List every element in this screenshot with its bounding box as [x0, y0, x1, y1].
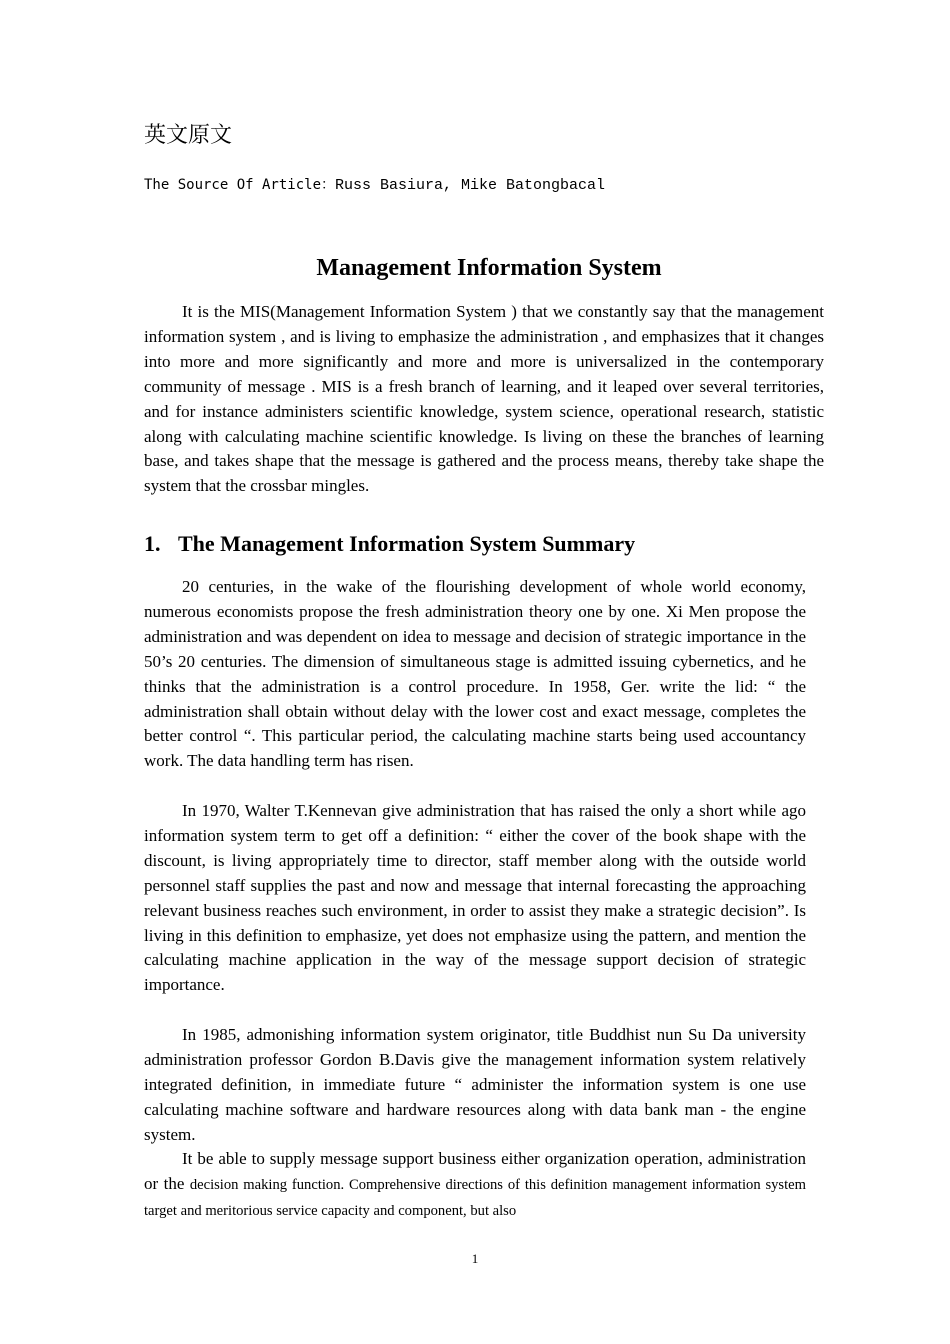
section-heading — [144, 531, 635, 557]
section-paragraph-2: In 1970, Walter T.Kennevan give administration that has raised the only a short while ago information system term to get off a definition: “ either the cover of the book shape with the discount, is living appropriately time to director, staff member along with the outside world personnel staff supplies the past and now and message that internal forecasting the approaching relevant business reaches such environment, in order to assist they make a strategic decision”. Is living in this definition to emphasize, yet does not emphasize using the pattern, and mention the calculating machine application in the way of the message support decision of strategic importance. — [144, 801, 806, 995]
page-number: 1 — [471, 1251, 479, 1266]
section-title: The Management Information System Summary — [178, 531, 636, 556]
source-label: The Source Of Article： — [144, 177, 336, 193]
section-number: 1. — [144, 531, 161, 556]
section-paragraph-1: 20 centuries, in the wake of the flourishing development of whole world economy, numerous economists propose the fresh administration theory one by one. Xi Men propose the administration and was dependent on idea to message and decision of strategic importance in the 50’s 20 centuries. The dimension of simultaneous stage is admitted issuing cybernetics, and he thinks that the administration is a control procedure. In 1958, Ger. write the lid: “ the administration shall obtain without delay with the lower cost and exact message, completes the better control “. This particular period, the calculating machine starts being used accountancy work. The data handling term has risen. — [144, 577, 806, 771]
intro-paragraph: It is the MIS(Management Information System ) that we constantly say that the management information system , and is living to emphasize the administration , and emphasizes that it changes into more and more significantly and more and more is universalized in the contemporary community of message . MIS is a fresh branch of learning, and it leaped over several territories, and for instance administers scientific knowledge, system science, operational research, statistic along with calculating machine scientific knowledge. Is living on these the branches of learning base, and takes shape that the message is gathered and the process means, thereby take shape the system that the crossbar mingles. — [144, 302, 824, 496]
paragraph-4-start: It be able to supply message support business either organization operation, administration or the — [144, 1149, 806, 1193]
section-paragraph-4 — [144, 1147, 806, 1224]
paragraph-4-end: decision making function. Comprehensive directions of this definition management information system target and meritorious service capacity and component, but also — [144, 1176, 806, 1219]
article-title: Management Information System — [316, 255, 662, 281]
chinese-heading: 英文原文 — [144, 123, 233, 148]
article-source — [144, 174, 605, 194]
source-authors: Russ Basiura, Mike Batongbacal — [335, 177, 606, 194]
section-paragraph-3: In 1985, admonishing information system originator, title Buddhist nun Su Da university administration professor Gordon B.Davis give the management information system relatively integrated definition, in immediate future “ administer the information system is one use calculating machine software and hardware resources along with data bank man - the engine system. — [144, 1025, 806, 1144]
